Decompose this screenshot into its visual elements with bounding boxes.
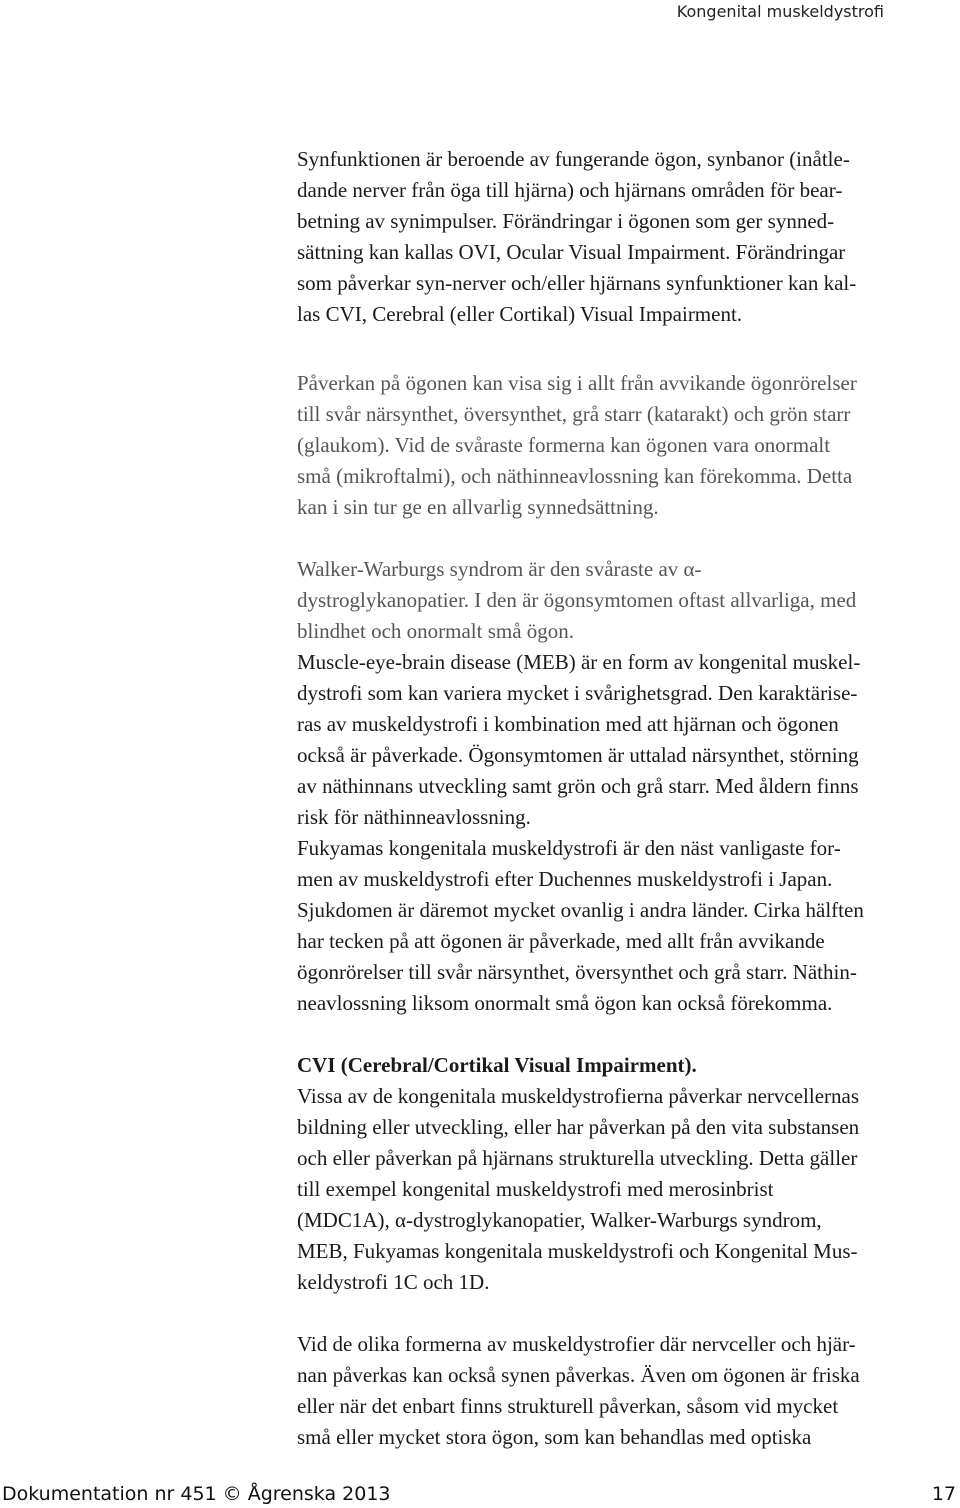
text-line: eller när det enbart finns strukturell påverkan, såsom vid mycket: [297, 1394, 839, 1418]
text-line: Vid de olika formerna av muskeldystrofier där nervceller och hjär-: [297, 1332, 856, 1356]
footer-document-info: Dokumentation nr 451 © Ågrenska 2013: [2, 1483, 391, 1505]
section-meb: [297, 647, 927, 833]
text-line: ögonrörelser till svår närsynthet, översynthet och grå starr. Näthin-: [297, 960, 857, 984]
section-walker-warburg: [297, 554, 927, 647]
text-line: MEB, Fukyamas kongenitala muskeldystrofi och Kongenital Mus-: [297, 1239, 858, 1263]
section-synfunktion: [297, 144, 927, 330]
text-line: och eller påverkan på hjärnans strukturella utveckling. Detta gäller: [297, 1146, 858, 1170]
text-line: Påverkan på ögonen kan visa sig i allt från avvikande ögonrörelser: [297, 371, 857, 395]
text-line: till exempel kongenital muskeldystrofi med merosinbrist: [297, 1177, 774, 1201]
section-heading-cvi: [297, 1050, 927, 1081]
text-line: Walker-Warburgs syndrom är den svåraste av α-: [297, 557, 702, 581]
text-line: till svår närsynthet, översynthet, grå starr (katarakt) och grön starr: [297, 402, 851, 426]
section-heading: CVI (Cerebral/Cortikal Visual Impairment).: [297, 1053, 697, 1077]
section-fukyama: [297, 833, 927, 1019]
text-line: bildning eller utveckling, eller har påverkan på den vita substansen: [297, 1115, 860, 1139]
text-line: las CVI, Cerebral (eller Cortikal) Visual Impairment.: [297, 302, 743, 326]
section-nervceller: [297, 1329, 927, 1453]
text-line: också är påverkade. Ögonsymtomen är uttalad närsynthet, störning: [297, 743, 859, 767]
text-line: risk för näthinneavlossning.: [297, 805, 531, 829]
page-number: 17: [931, 1483, 956, 1505]
text-line: dystrofi som kan variera mycket i svårighetsgrad. Den karaktärise-: [297, 681, 858, 705]
text-line: men av muskeldystrofi efter Duchennes muskeldystrofi i Japan.: [297, 867, 833, 891]
text-line: neavlossning liksom onormalt små ögon kan också förekomma.: [297, 991, 833, 1015]
text-line: har tecken på att ögonen är påverkade, med allt från avvikande: [297, 929, 825, 953]
text-line: Sjukdomen är däremot mycket ovanlig i andra länder. Cirka hälften: [297, 898, 864, 922]
text-line: (glaukom). Vid de svåraste formerna kan ögonen vara onormalt: [297, 433, 831, 457]
text-line: (MDC1A), α-dystroglykanopatier, Walker-Warburgs syndrom,: [297, 1208, 822, 1232]
text-line: betning av synimpulser. Förändringar i ögonen som ger synned-: [297, 209, 835, 233]
text-line: Muscle-eye-brain disease (MEB) är en form av kongenital muskel-: [297, 650, 861, 674]
text-line: små (mikroftalmi), och näthinneavlossning kan förekomma. Detta: [297, 464, 853, 488]
text-line: som påverkar syn-nerver och/eller hjärnans synfunktioner kan kal-: [297, 271, 857, 295]
text-line: av näthinnans utveckling samt grön och grå starr. Med åldern finns: [297, 774, 859, 798]
text-line: Synfunktionen är beroende av fungerande ögon, synbanor (inåtle-: [297, 147, 850, 171]
text-line: sättning kan kallas OVI, Ocular Visual Impairment. Förändringar: [297, 240, 846, 264]
section-cvi-body: [297, 1081, 927, 1298]
text-line: keldystrofi 1C och 1D.: [297, 1270, 490, 1294]
running-header: Kongenital muskeldystrofi: [676, 2, 884, 21]
text-line: nan påverkas kan också synen påverkas. Även om ögonen är friska: [297, 1363, 860, 1387]
text-line: blindhet och onormalt små ögon.: [297, 619, 575, 643]
text-line: Fukyamas kongenitala muskeldystrofi är den näst vanligaste for-: [297, 836, 841, 860]
text-line: dystroglykanopatier. I den är ögonsymtomen oftast allvarliga, med: [297, 588, 857, 612]
text-line: små eller mycket stora ögon, som kan behandlas med optiska: [297, 1425, 812, 1449]
text-line: kan i sin tur ge en allvarlig synnedsättning.: [297, 495, 659, 519]
text-line: Vissa av de kongenitala muskeldystrofierna påverkar nervcellernas: [297, 1084, 860, 1108]
section-paverkan-ogonen: [297, 368, 927, 523]
text-line: dande nerver från öga till hjärna) och hjärnans områden för bear-: [297, 178, 843, 202]
text-line: ras av muskeldystrofi i kombination med att hjärnan och ögonen: [297, 712, 839, 736]
